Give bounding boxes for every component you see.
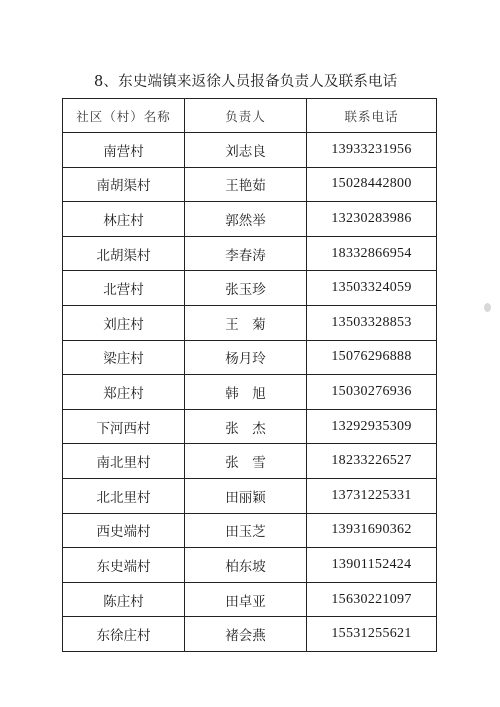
phone-cell: 13292935309	[307, 409, 437, 444]
punch-hole-mark	[484, 303, 491, 312]
person-cell: 王艳茹	[185, 167, 307, 202]
phone-cell: 13503324059	[307, 271, 437, 306]
phone-cell: 18332866954	[307, 236, 437, 271]
person-cell: 柏东坡	[185, 548, 307, 583]
table-row	[63, 305, 437, 340]
table-row	[63, 582, 437, 617]
phone-cell: 13230283986	[307, 202, 437, 237]
village-cell: 梁庄村	[63, 340, 185, 375]
person-cell: 张 雪	[185, 444, 307, 479]
village-cell: 刘庄村	[63, 305, 185, 340]
phone-cell: 15028442800	[307, 167, 437, 202]
table-row	[63, 133, 437, 168]
page-title: 8、东史端镇来返徐人员报备负责人及联系电话	[94, 74, 398, 90]
phone-cell: 15076296888	[307, 340, 437, 375]
village-cell: 北营村	[63, 271, 185, 306]
table-row	[63, 375, 437, 410]
table-row	[63, 167, 437, 202]
phone-cell: 13933231956	[307, 133, 437, 168]
village-cell: 东徐庄村	[63, 617, 185, 652]
village-cell: 下河西村	[63, 409, 185, 444]
person-cell: 褚会燕	[185, 617, 307, 652]
village-cell: 陈庄村	[63, 582, 185, 617]
village-cell: 郑庄村	[63, 375, 185, 410]
person-cell: 张玉珍	[185, 271, 307, 306]
village-cell: 南胡渠村	[63, 167, 185, 202]
person-cell: 田卓亚	[185, 582, 307, 617]
table-row	[63, 202, 437, 237]
village-cell: 西史端村	[63, 513, 185, 548]
phone-cell: 13731225331	[307, 478, 437, 513]
village-cell: 东史端村	[63, 548, 185, 583]
village-cell: 南北里村	[63, 444, 185, 479]
table-row	[63, 617, 437, 652]
table-row	[63, 340, 437, 375]
table-row	[63, 409, 437, 444]
village-cell: 北北里村	[63, 478, 185, 513]
phone-cell: 13503328853	[307, 305, 437, 340]
table-header-row	[63, 99, 437, 133]
table-row	[63, 236, 437, 271]
header-person: 负责人	[185, 99, 307, 133]
person-cell: 郭然举	[185, 202, 307, 237]
person-cell: 田丽颖	[185, 478, 307, 513]
person-cell: 张 杰	[185, 409, 307, 444]
village-cell: 北胡渠村	[63, 236, 185, 271]
person-cell: 王 菊	[185, 305, 307, 340]
table-row	[63, 548, 437, 583]
header-phone: 联系电话	[307, 99, 437, 133]
village-cell: 林庄村	[63, 202, 185, 237]
contacts-table	[62, 98, 437, 652]
table-row	[63, 444, 437, 479]
table-row	[63, 513, 437, 548]
table-row	[63, 478, 437, 513]
person-cell: 杨月玲	[185, 340, 307, 375]
phone-cell: 15630221097	[307, 582, 437, 617]
phone-cell: 15030276936	[307, 375, 437, 410]
person-cell: 韩 旭	[185, 375, 307, 410]
person-cell: 田玉芝	[185, 513, 307, 548]
phone-cell: 15531255621	[307, 617, 437, 652]
header-village: 社区（村）名称	[63, 99, 185, 133]
person-cell: 刘志良	[185, 133, 307, 168]
person-cell: 李春涛	[185, 236, 307, 271]
phone-cell: 13901152424	[307, 548, 437, 583]
table-row	[63, 271, 437, 306]
phone-cell: 18233226527	[307, 444, 437, 479]
village-cell: 南营村	[63, 133, 185, 168]
phone-cell: 13931690362	[307, 513, 437, 548]
